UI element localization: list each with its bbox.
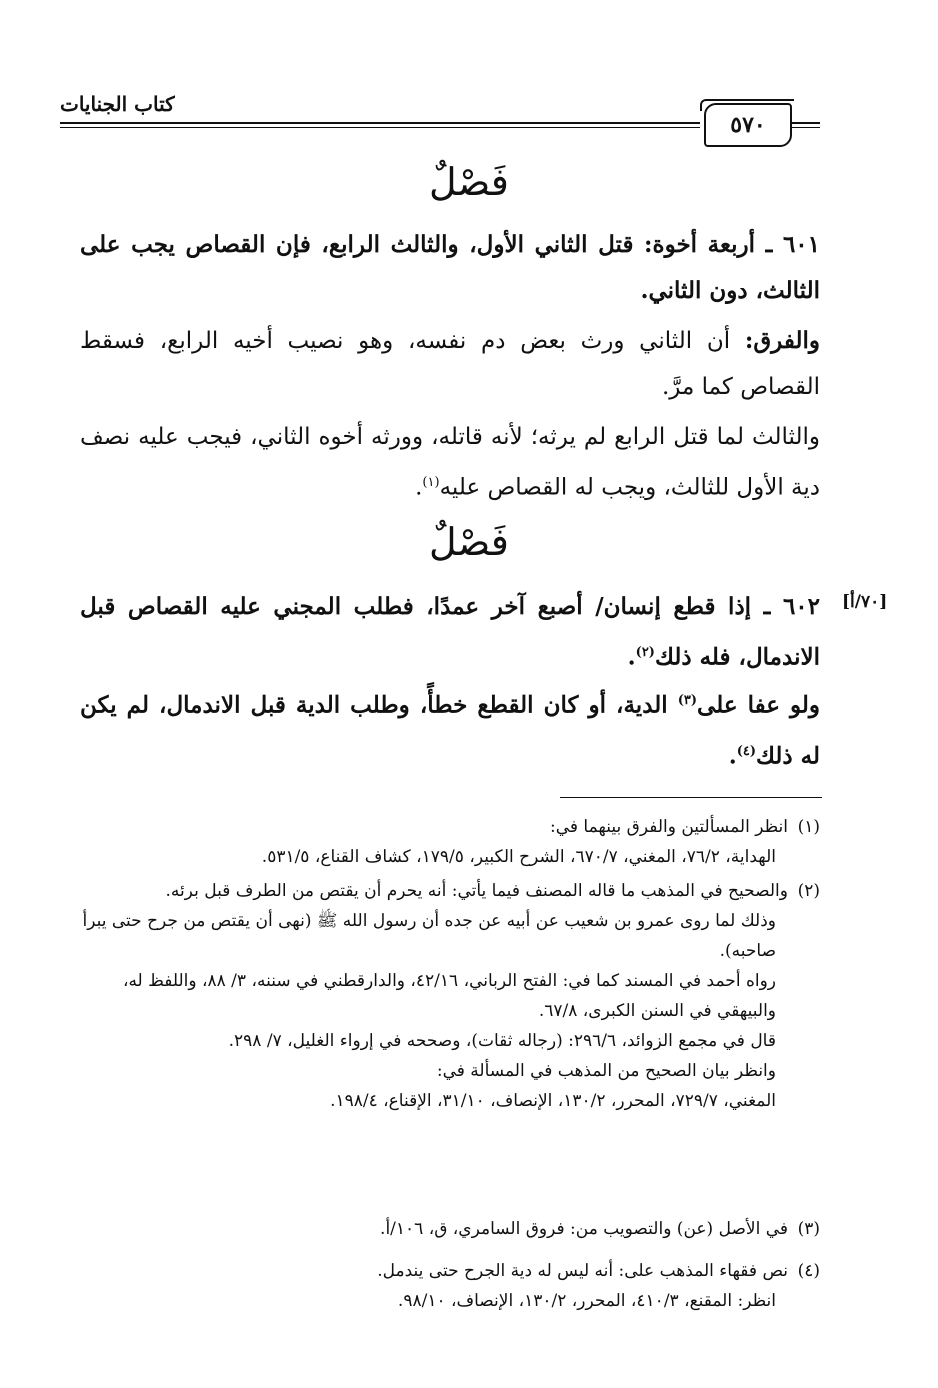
manuscript-folio-note: [٧٠/أ] [842,592,888,612]
period: . [415,474,423,501]
running-header-title: كتاب الجنايات [60,92,175,116]
footnote-text: المغني، ٧٢٩/٧، المحرر، ١٣٠/٢، الإنصاف، ٣١/١٠، الإقناع، ١٩٨/٤. [330,1091,776,1111]
issue-602-waiver [80,678,820,779]
section-heading: فَصْلٌ [429,520,509,564]
issue-601-statement: ٦٠١ ـ أربعة أخوة: قتل الثاني الأول، والثالث الرابع، فإن القصاص يجب على الثالث، دون الثاني. [80,231,820,304]
page-number: ٥٧٠ [730,112,766,138]
footnote-4 [80,1256,820,1316]
difference-text: أن الثاني ورث بعض دم نفسه، وهو نصيب أخيه الرابع، فسقط القصاص كما مرَّ. [80,328,820,400]
period: . [728,742,737,770]
footnote-number: (٤) [797,1261,820,1281]
waiver-text-a: ولو عفا على [697,691,821,719]
footnote-ref-2[interactable]: (٢) [635,645,655,660]
issue-601-difference [80,318,820,410]
footnote-text: والصحيح في المذهب ما قاله المصنف فيما يأتي: أنه يحرم أن يقتص من الطرف قبل برئه. [165,881,788,901]
third-brother-text: والثالث لما قتل الرابع لم يرثه؛ لأنه قاتله، وورثه أخوه الثاني، فيجب عليه نصف دية الأول للثالث، ويجب له القصاص عليه [80,424,820,501]
header-rule [60,122,700,124]
footnote-text: قال في مجمع الزوائد، ٢٩٦/٦: (رجاله ثقات)، وصححه في إرواء الغليل، ٧/ ٢٩٨. [228,1031,776,1051]
footnote-text: الهداية، ٧٦/٢، المغني، ٦٧٠/٧، الشرح الكبير، ١٧٩/٥، كشاف القناع، ٥٣١/٥. [261,847,776,867]
difference-label: والفرق: [744,327,820,354]
footnote-text: انظر: المقنع، ٤١٠/٣، المحرر، ١٣٠/٢، الإنصاف، ٩٨/١٠. [397,1291,776,1311]
footnote-text: وذلك لما روى عمرو بن شعيب عن أبيه عن جده أن رسول الله ﷺ (نهى أن يقتص من جرح حتى يبرأ صاحبه). [82,911,776,961]
header-rule [790,122,820,124]
footnote-ref-4[interactable]: (٤) [736,743,757,759]
footnote-text: وانظر بيان الصحيح من المذهب في المسألة في: [436,1061,776,1081]
footnote-1 [80,812,820,872]
footnote-ref-3[interactable]: (٣) [677,693,698,708]
issue-602-statement [80,584,820,681]
footnote-text: انظر المسألتين والفرق بينهما في: [550,817,788,837]
footnote-2 [80,876,820,1116]
footnote-text: رواه أحمد في المسند كما في: الفتح الرباني، ٤٢/١٦، والدارقطني في سننه، ٣/ ٨٨، واللفظ له، والبيهقي في السنن الكبرى، ٦٧/٨. [122,971,776,1021]
header-rule [790,127,820,128]
footnote-text: نص فقهاء المذهب على: أنه ليس له دية الجرح حتى يندمل. [377,1261,788,1281]
header-rule [60,127,700,128]
footnote-text: في الأصل (عن) والتصويب من: فروق السامري، ق، ١٠٦/أ. [380,1219,788,1239]
waiver-text-b: الدية، أو كان القطع خطأً، وطلب الدية قبل الاندمال، لم يكن له ذلك [80,691,820,770]
footnote-separator [560,797,822,798]
period: . [627,643,636,671]
page-number-frame [704,103,792,147]
footnote-ref-1[interactable]: (١) [422,475,440,490]
issue-602-text: ٦٠٢ ـ إذا قطع إنسان/ أصبع آخر عمدًا، فطلب المجني عليه القصاص قبل الاندمال، فله ذلك [80,593,820,671]
issue-601-third [80,414,820,511]
footnote-number: (١) [797,817,820,837]
section-heading: فَصْلٌ [429,160,509,204]
footnote-number: (٢) [797,881,820,901]
footnote-3 [80,1214,820,1244]
footnote-number: (٣) [797,1219,820,1239]
